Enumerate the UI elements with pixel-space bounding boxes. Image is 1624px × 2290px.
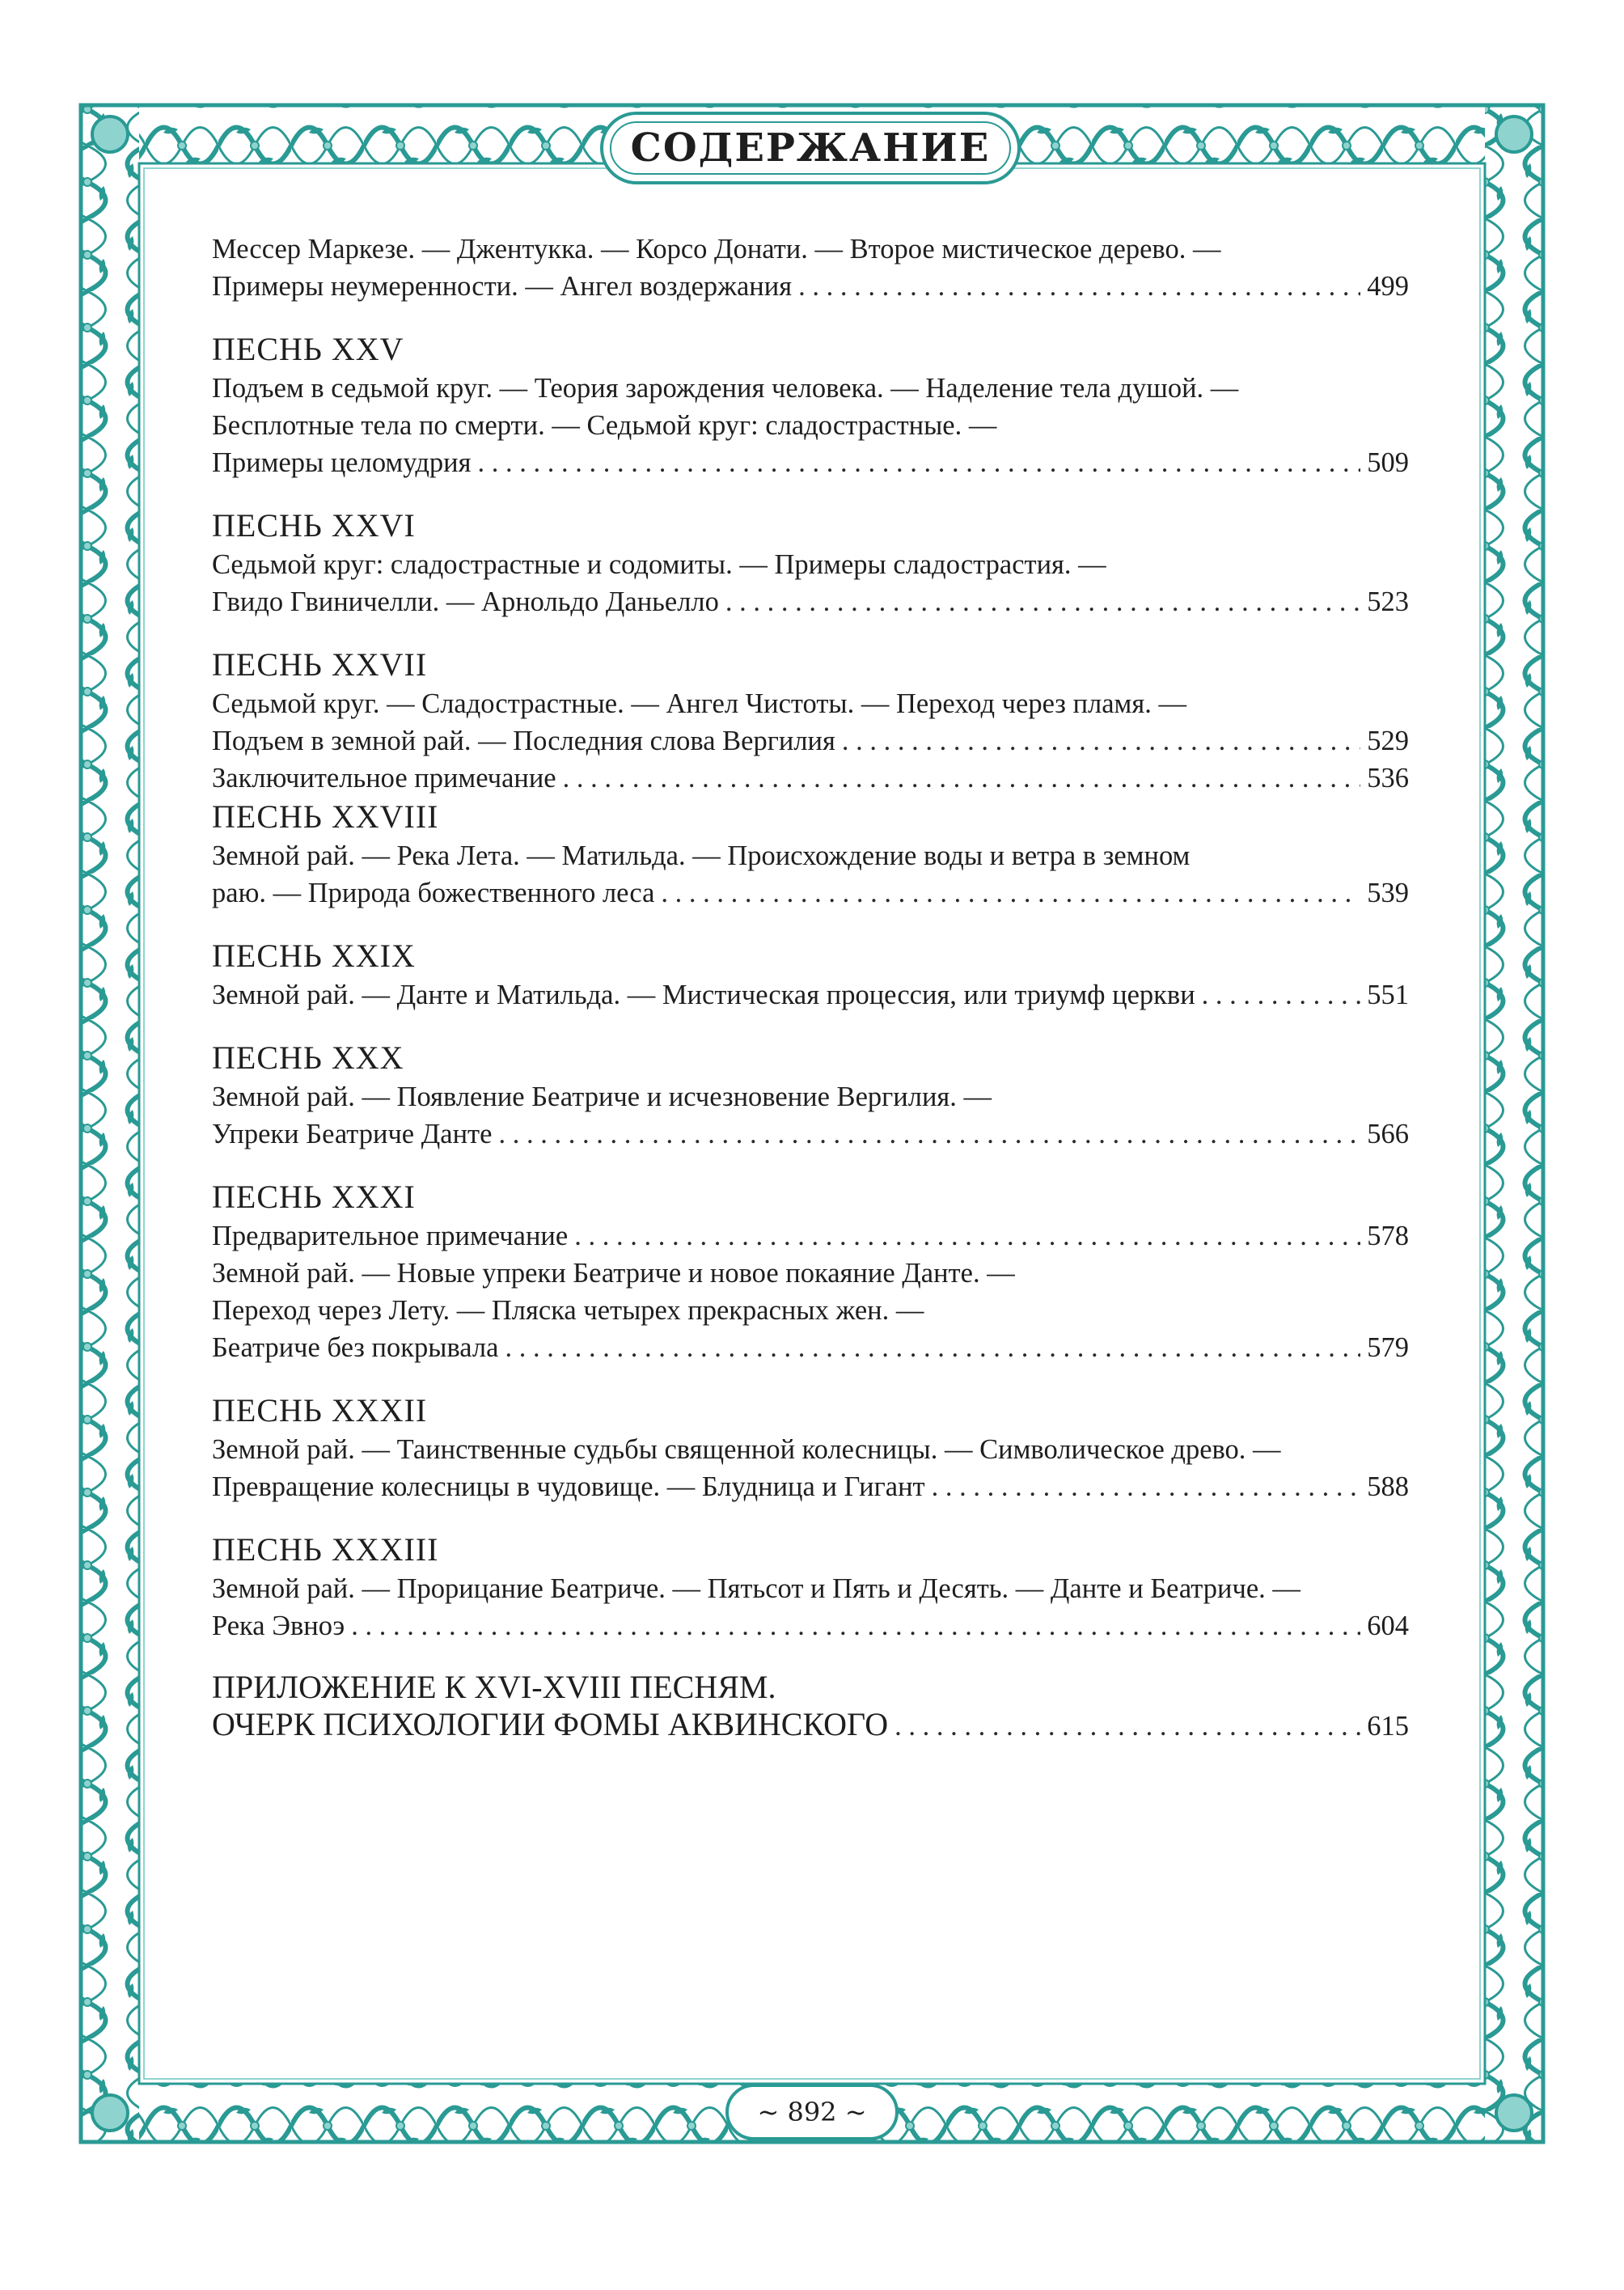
entry-text-line: Земной рай. — Появление Беатриче и исчезновение Вергилия. —	[212, 1082, 992, 1112]
title-plaque	[600, 112, 1021, 184]
page-ref: 499	[1367, 271, 1409, 302]
toc-entry[interactable]	[212, 1217, 1409, 1255]
page-ref: 536	[1367, 763, 1409, 794]
entry-last-line	[212, 760, 1409, 797]
entry-text-line: ОЧЕРК ПСИХОЛОГИИ ФОМЫ АКВИНСКОГО	[212, 1706, 889, 1742]
page-ref: 551	[1367, 980, 1409, 1010]
dot-leader	[351, 1607, 1360, 1644]
entry-text-line: Седьмой круг: сладострастные и содомиты. — Примеры сладострастия. —	[212, 549, 1106, 580]
dot-leader	[798, 268, 1360, 305]
entry-text-line: Беатриче без покрывала	[212, 1332, 499, 1363]
dot-leader	[498, 1115, 1360, 1153]
entry-last-line	[212, 976, 1409, 1014]
entry-text-line: Река Эвноэ	[212, 1611, 345, 1641]
toc-section	[212, 936, 1409, 1014]
canto-heading: ПЕСНЬ XXX	[212, 1039, 404, 1076]
entry-text-line: Земной рай. — Данте и Матильда. — Мистическая процессия, или триумф церкви	[212, 980, 1195, 1010]
canto-heading: ПЕСНЬ XXVI	[212, 507, 416, 544]
toc-section	[212, 1391, 1409, 1505]
page-number: ~ 892 ~	[757, 2097, 867, 2127]
page-ref: 579	[1367, 1332, 1409, 1363]
toc-entry[interactable]	[212, 1570, 1409, 1644]
entry-text-line: Упреки Беатриче Данте	[212, 1119, 493, 1149]
toc-entry[interactable]	[212, 976, 1409, 1014]
toc-entry[interactable]	[212, 685, 1409, 760]
folio-plaque	[725, 2084, 899, 2140]
dot-leader	[574, 1217, 1360, 1255]
entry-last-line	[212, 583, 1409, 620]
entry-text-line: Заключительное примечание	[212, 763, 556, 794]
toc-section	[212, 231, 1409, 305]
entry-text-line: Бесплотные тела по смерти. — Седьмой круг: сладострастные. —	[212, 410, 997, 441]
dot-leader	[563, 760, 1361, 797]
toc-section	[212, 1177, 1409, 1366]
canto-heading: ПЕСНЬ XXXIII	[212, 1531, 439, 1568]
entry-last-line	[212, 874, 1409, 912]
canto-heading: ПЕСНЬ XXXII	[212, 1392, 428, 1429]
toc-entry[interactable]	[212, 370, 1409, 481]
toc-entry[interactable]	[212, 1255, 1409, 1366]
dot-leader	[894, 1708, 1360, 1745]
entry-text-line: Предварительное примечание	[212, 1221, 569, 1251]
entry-text-line: Примеры неумеренности. — Ангел воздержания	[212, 271, 793, 302]
entry-text-line: Земной рай. — Прорицание Беатриче. — Пятьсот и Пять и Десять. — Данте и Беатриче. —	[212, 1573, 1300, 1604]
page-ref: 529	[1367, 726, 1409, 756]
entry-last-line	[212, 1217, 1409, 1255]
dot-leader	[932, 1468, 1361, 1505]
page-ref: 509	[1367, 447, 1409, 478]
dot-leader	[505, 1329, 1360, 1366]
entry-last-line	[212, 1468, 1409, 1505]
entry-last-line	[212, 1706, 1409, 1745]
entry-text-line: Подъем в седьмой круг. — Теория зарождения человека. — Наделение тела душой. —	[212, 373, 1239, 404]
dot-leader	[842, 722, 1360, 760]
page-ref: 578	[1367, 1221, 1409, 1251]
canto-heading: ПЕСНЬ XXV	[212, 331, 404, 367]
dot-leader	[477, 444, 1360, 481]
page-ref: 588	[1367, 1471, 1409, 1502]
page-ref: 523	[1367, 586, 1409, 617]
entry-text-line: Земной рай. — Река Лета. — Матильда. — Происхождение воды и ветра в земном	[212, 840, 1191, 871]
entry-last-line	[212, 722, 1409, 760]
page-title: СОДЕРЖАНИЕ	[630, 125, 991, 171]
canto-heading: ПЕСНЬ XXXI	[212, 1179, 416, 1215]
toc-section	[212, 506, 1409, 620]
entry-text-line: Переход через Лету. — Пляска четырех прекрасных жен. —	[212, 1295, 924, 1326]
toc-entry[interactable]	[212, 837, 1409, 912]
toc-section	[212, 1530, 1409, 1644]
toc-entry[interactable]	[212, 1669, 1409, 1745]
canto-heading: ПЕСНЬ XXVII	[212, 646, 428, 683]
toc-entry[interactable]	[212, 546, 1409, 620]
dot-leader	[661, 874, 1360, 912]
entry-text-line: Превращение колесницы в чудовище. — Блудница и Гигант	[212, 1471, 925, 1502]
entry-last-line	[212, 268, 1409, 305]
dot-leader	[1202, 976, 1361, 1014]
entry-text-line: Седьмой круг. — Сладострастные. — Ангел Чистоты. — Переход через пламя. —	[212, 688, 1187, 719]
entry-text-line: раю. — Природа божественного леса	[212, 878, 655, 908]
entry-text-line: Примеры целомудрия	[212, 447, 472, 478]
toc-section	[212, 797, 1409, 912]
entry-text-line: Мессер Маркезе. — Джентукка. — Корсо Донати. — Второе мистическое дерево. —	[212, 234, 1221, 265]
entry-text-line: Подъем в земной рай. — Последния слова Вергилия	[212, 726, 835, 756]
toc-entry[interactable]	[212, 760, 1409, 797]
page-ref: 604	[1367, 1611, 1409, 1641]
table-of-contents	[212, 231, 1409, 1745]
canto-heading: ПЕСНЬ XXVIII	[212, 798, 439, 835]
dot-leader	[725, 583, 1360, 620]
canto-heading: ПЕСНЬ XXIX	[212, 938, 416, 974]
entry-last-line	[212, 1607, 1409, 1644]
page-ref: 539	[1367, 878, 1409, 908]
page-ref: 615	[1367, 1711, 1409, 1742]
entry-text-line: Земной рай. — Новые упреки Беатриче и новое покаяние Данте. —	[212, 1258, 1015, 1289]
entry-last-line	[212, 1329, 1409, 1366]
entry-text-line: Земной рай. — Таинственные судьбы священной колесницы. — Символическое древо. —	[212, 1434, 1281, 1465]
toc-entry[interactable]	[212, 1078, 1409, 1153]
page-ref: 566	[1367, 1119, 1409, 1149]
toc-entry[interactable]	[212, 1431, 1409, 1505]
entry-last-line	[212, 444, 1409, 481]
entry-text-line: Гвидо Гвиничелли. — Арнольдо Даньелло	[212, 586, 719, 617]
toc-section	[212, 645, 1409, 797]
toc-section	[212, 329, 1409, 481]
toc-entry[interactable]	[212, 231, 1409, 305]
toc-section	[212, 1038, 1409, 1153]
entry-text-line: ПРИЛОЖЕНИЕ К XVI-XVIII ПЕСНЯМ.	[212, 1669, 776, 1705]
toc-section	[212, 1669, 1409, 1745]
entry-last-line	[212, 1115, 1409, 1153]
